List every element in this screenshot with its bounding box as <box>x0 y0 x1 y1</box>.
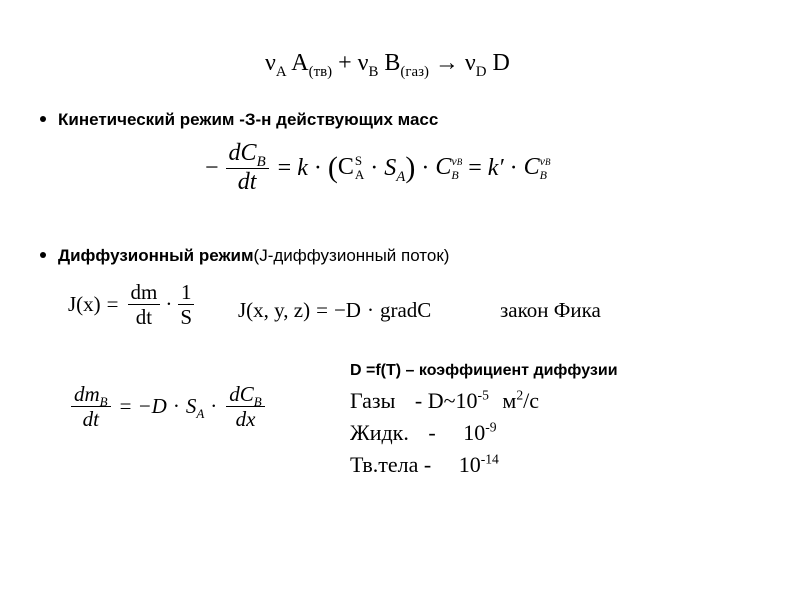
minus-sign: − <box>205 154 219 181</box>
dmb-dt-fraction <box>71 382 111 431</box>
product-d: D <box>492 50 510 76</box>
cb-sub: B <box>451 168 459 183</box>
dot-operator-3: · <box>421 154 430 181</box>
fraction-numerator: dC <box>228 140 257 166</box>
plus-sign: + <box>338 50 352 76</box>
s-sub: A <box>196 406 205 422</box>
grad-c: gradC <box>379 298 432 322</box>
fraction-numerator: dm <box>128 280 161 305</box>
dot-operator: · <box>313 154 322 181</box>
kinetic-heading <box>40 110 438 130</box>
flux-lhs: J(x) <box>68 292 101 317</box>
nu-d-sub: D <box>475 63 487 80</box>
c-sup: S <box>354 152 363 168</box>
minus-d: −D <box>333 298 361 322</box>
equals-sign-2: = <box>468 154 482 181</box>
bullet-icon <box>40 252 46 258</box>
fraction-numerator-sub: B <box>256 153 266 170</box>
reactant-b: B <box>384 50 401 76</box>
dot-operator: · <box>165 292 173 317</box>
coefficient-heading: D =f(T) – коэффициент диффузии <box>350 362 618 379</box>
close-paren: ) <box>405 151 416 185</box>
open-paren: ( <box>327 151 338 185</box>
unit-exponent: 2 <box>516 387 524 403</box>
coefficient-value: 10 <box>458 452 481 477</box>
effective-rate-constant: k′ <box>487 154 504 181</box>
kinetic-formula <box>205 140 551 196</box>
rate-constant: k <box>297 154 308 181</box>
coefficient-exponent: -9 <box>485 419 497 435</box>
coefficient-exponent: -5 <box>477 387 489 403</box>
nu-b-sub: B <box>368 63 379 80</box>
coefficient-row-gas <box>350 388 539 414</box>
fraction-denominator-2: S <box>180 305 193 330</box>
fraction-numerator: dm <box>74 382 100 406</box>
nu-exp-2: ν <box>539 153 545 168</box>
fraction-numerator-2-sub: B <box>253 394 262 410</box>
reaction-arrow: → <box>434 50 459 76</box>
dash: - <box>428 420 436 445</box>
nu-exp-sub: B <box>456 156 463 167</box>
phase-label: Газы <box>350 388 396 413</box>
unit: м <box>502 388 517 413</box>
one-over-s-fraction <box>177 280 195 329</box>
c-symbol: C <box>337 153 354 180</box>
nu-a-sub: A <box>275 63 287 80</box>
reactant-a: A <box>291 50 309 76</box>
bullet-icon <box>40 116 46 122</box>
surface-concentration <box>338 154 364 183</box>
cb-symbol-2: C <box>523 153 540 180</box>
flux-formula <box>68 280 198 329</box>
gradient-formula <box>238 298 431 323</box>
dot-operator-4: · <box>509 154 518 181</box>
s-symbol: S <box>384 154 397 181</box>
diffusion-heading <box>40 246 449 266</box>
minus-d: −D <box>137 394 167 419</box>
kinetic-heading-text: Кинетический режим -З-н действующих масс <box>58 110 439 129</box>
dcb-dx-fraction <box>226 382 264 431</box>
dcb-dt-fraction <box>226 140 269 196</box>
reaction-equation <box>265 50 510 80</box>
area-term <box>185 394 205 422</box>
coefficient-value: 10 <box>463 420 486 445</box>
fraction-denominator: dt <box>237 168 257 195</box>
fick-law-label: закон Фика <box>500 298 601 322</box>
cb-power-term <box>435 154 462 183</box>
phase-gas: (газ) <box>400 63 429 80</box>
nu-exp-sub-2: B <box>545 156 551 167</box>
s-symbol: S <box>185 394 197 419</box>
equals-sign: = <box>119 394 132 419</box>
fraction-numerator-sub: B <box>99 394 108 410</box>
c-sub: A <box>354 167 365 183</box>
coefficient-row-solid <box>350 452 499 478</box>
nu-a: ν <box>265 50 276 76</box>
fraction-denominator: dt <box>135 305 153 330</box>
coefficient-exponent: -14 <box>480 451 499 467</box>
unit-rest: /с <box>523 388 540 413</box>
mass-transfer-formula <box>68 382 268 431</box>
diffusion-heading-rest: (J-диффузионный поток) <box>253 246 450 265</box>
diffusion-heading-bold: Диффузионный режим <box>58 246 254 265</box>
nu-b: ν <box>357 50 369 76</box>
nu-exp: ν <box>451 153 457 168</box>
equals-sign: = <box>277 154 292 181</box>
coefficient-row-liquid <box>350 420 497 446</box>
s-sub: A <box>396 168 406 185</box>
fraction-numerator-2: dC <box>229 382 254 406</box>
coefficient-value: - D~10 <box>414 388 478 413</box>
phase-label: Тв.тела - <box>350 452 432 477</box>
cb-symbol: C <box>435 153 452 180</box>
cb-power-term-2 <box>524 154 551 183</box>
dot-operator-2: · <box>210 394 218 419</box>
phase-solid: (тв) <box>308 63 333 80</box>
gradient-lhs: J(x, y, z) <box>238 298 311 322</box>
nu-d: ν <box>464 50 476 76</box>
dot-operator-2: · <box>370 154 379 181</box>
fraction-denominator-2: dx <box>235 407 256 432</box>
area-term <box>384 154 406 185</box>
dm-dt-fraction <box>128 280 161 329</box>
fraction-numerator-2: 1 <box>178 280 195 305</box>
fraction-denominator: dt <box>82 407 99 432</box>
cb-sub-2: B <box>539 168 548 183</box>
dot-operator: · <box>172 394 180 419</box>
dot-operator: · <box>366 298 374 322</box>
equals-sign: = <box>106 292 119 317</box>
equals-sign: = <box>316 298 328 322</box>
phase-label: Жидк. <box>350 420 409 445</box>
